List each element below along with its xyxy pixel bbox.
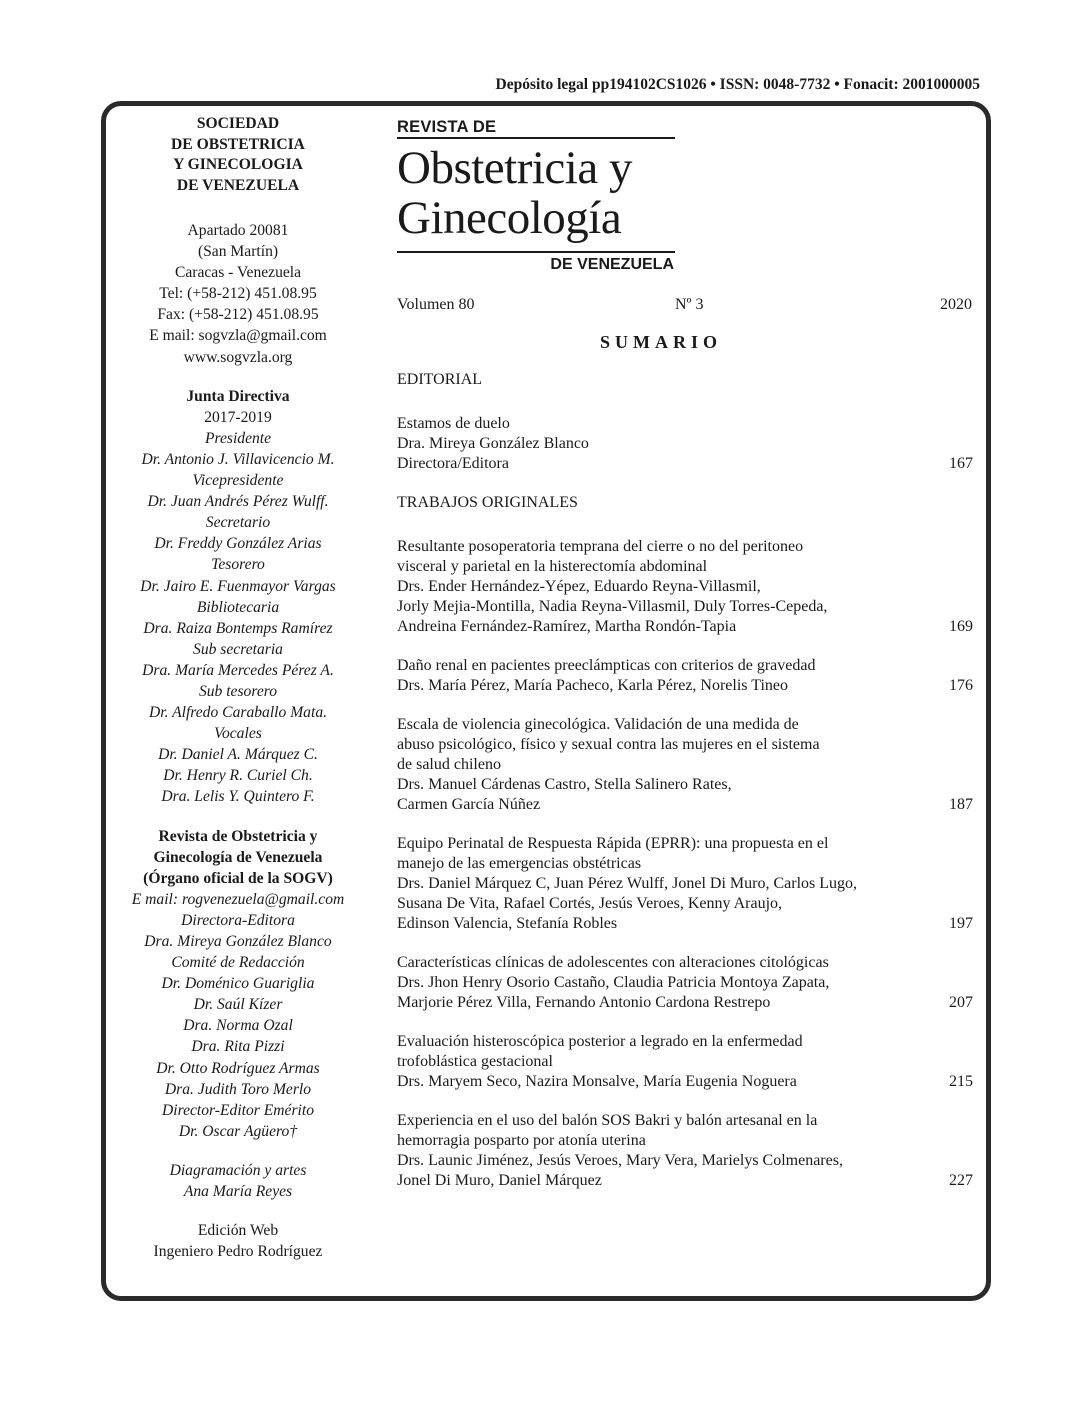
role-label: Presidente xyxy=(204,429,272,447)
journal-title-line: Ginecología de Venezuela xyxy=(153,848,323,866)
entry-page-number: 176 xyxy=(949,677,973,694)
masthead-title xyxy=(397,143,677,243)
entry-line: Drs. Maryem Seco, Nazira Monsalve, María Eugenia Noguera xyxy=(397,1073,797,1090)
vocal-name: Dr. Daniel A. Márquez C. xyxy=(158,746,318,764)
role-label: Bibliotecaria xyxy=(196,598,280,616)
toc-entry[interactable] xyxy=(397,953,973,1013)
society-name-line: Y GINECOLOGIA xyxy=(173,156,303,173)
comite-member: Dr. Otto Rodríguez Armas xyxy=(156,1059,320,1077)
entry-line: Drs. María Pérez, María Pacheco, Karla Pérez, Norelis Tineo xyxy=(397,677,788,694)
entry-line: Andreina Fernández-Ramírez, Martha Rondón-Tapia xyxy=(397,618,737,635)
junta-period: 2017-2019 xyxy=(204,408,272,426)
entry-line: Directora/Editora xyxy=(397,455,509,472)
entry-page-number: 167 xyxy=(949,455,973,472)
entry-page-number: 197 xyxy=(949,915,973,932)
masthead-rule-bottom xyxy=(397,251,675,253)
masthead-rule-top xyxy=(397,137,675,139)
masthead-de-venezuela: DE VENEZUELA xyxy=(550,256,674,273)
role-name: Dra. Raiza Bontemps Ramírez xyxy=(143,619,333,637)
phone-line: Tel: (+58-212) 451.08.95 xyxy=(159,285,317,303)
role-label: Secretario xyxy=(205,514,271,532)
entry-page-number: 169 xyxy=(949,618,973,635)
fax-line: Fax: (+58-212) 451.08.95 xyxy=(157,306,319,324)
role-label: Sub tesorero xyxy=(198,682,278,700)
entry-line: Drs. Daniel Márquez C, Juan Pérez Wulff, Jonel Di Muro, Carlos Lugo, xyxy=(397,875,858,892)
role-label: Tesorero xyxy=(211,556,265,574)
role-name: Dra. María Mercedes Pérez A. xyxy=(142,661,334,679)
diagramacion-label: Diagramación y artes xyxy=(169,1161,307,1179)
comite-member: Dra. Norma Ozal xyxy=(183,1017,293,1035)
comite-member: Dra. Judith Toro Merlo xyxy=(164,1080,312,1098)
entry-line: Drs. Launic Jiménez, Jesús Veroes, Mary Vera, Marielys Colmenares, xyxy=(397,1152,843,1169)
journal-title-line: Revista de Obstetricia y xyxy=(158,827,318,845)
table-of-contents xyxy=(397,370,973,1210)
volume: Volumen 80 xyxy=(397,296,475,313)
emerito-label: Director-Editor Emérito xyxy=(162,1101,314,1119)
role-name: Dr. Freddy González Arias xyxy=(154,535,322,553)
journal-title-line: (Órgano oficial de la SOGV) xyxy=(143,869,333,887)
society-address xyxy=(118,220,358,368)
entry-page-number: 187 xyxy=(949,796,973,813)
role-name: Dr. Jairo E. Fuenmayor Vargas xyxy=(140,577,336,595)
website-link[interactable]: www.sogvzla.org xyxy=(183,348,293,366)
role-label: Vicepresidente xyxy=(192,472,284,490)
masthead-title-line: Obstetricia y xyxy=(397,142,632,194)
entry-line: Daño renal en pacientes preeclámpticas con criterios de gravedad xyxy=(397,657,816,674)
email-link[interactable]: E mail: sogvzla@gmail.com xyxy=(149,327,327,345)
entry-line: Experiencia en el uso del balón SOS Bakri y balón artesanal en la xyxy=(397,1112,818,1129)
journal-email-link[interactable]: E mail: rogvenezuela@gmail.com xyxy=(131,890,345,908)
junta-directiva xyxy=(118,386,358,808)
entry-page-number: 215 xyxy=(949,1073,973,1090)
toc-entry[interactable] xyxy=(397,715,973,815)
entry-line: Jorly Mejia-Montilla, Nadia Reyna-Villasmil, Duly Torres-Cepeda, xyxy=(397,598,828,615)
role-name: Dr. Antonio J. Villavicencio M. xyxy=(141,450,335,468)
entry-line: Marjorie Pérez Villa, Fernando Antonio Cardona Restrepo xyxy=(397,994,771,1011)
legal-deposit-line: Depósito legal pp194102CS1026 • ISSN: 0048-7732 • Fonacit: 2001000005 xyxy=(495,76,980,93)
comite-label: Comité de Redacción xyxy=(171,954,305,972)
entry-line: Evaluación histeroscópica posterior a legrado en la enfermedad xyxy=(397,1033,803,1050)
society-name-line: DE OBSTETRICIA xyxy=(171,135,305,153)
entry-line: Características clínicas de adolescentes con alteraciones citológicas xyxy=(397,954,829,971)
entry-page-number: 207 xyxy=(949,994,973,1011)
comite-member: Dr. Doménico Guariglia xyxy=(161,975,315,993)
entry-line: Carmen García Núñez xyxy=(397,796,541,813)
entry-line: de salud chileno xyxy=(397,756,501,773)
entry-line: Susana De Vita, Rafael Cortés, Jesús Veroes, Kenny Araujo, xyxy=(397,895,783,912)
directora-name: Dra. Mireya González Blanco xyxy=(144,933,332,950)
address-line: Apartado 20081 xyxy=(187,222,289,239)
entry-line: trofoblástica gestacional xyxy=(397,1053,553,1070)
role-name: Dr. Juan Andrés Pérez Wulff. xyxy=(147,493,329,511)
issue-number: Nº 3 xyxy=(675,296,704,313)
role-name: Dr. Alfredo Caraballo Mata. xyxy=(148,704,328,722)
diagramacion-name: Ana María Reyes xyxy=(183,1183,293,1201)
entry-line: hemorragia posparto por atonía uterina xyxy=(397,1132,646,1149)
vocales-label: Vocales xyxy=(214,725,262,743)
vocal-name: Dra. Lelis Y. Quintero F. xyxy=(161,788,315,806)
entry-line: Drs. Jhon Henry Osorio Castaño, Claudia Patricia Montoya Zapata, xyxy=(397,974,830,991)
journal-info xyxy=(118,826,358,1263)
society-name xyxy=(118,114,358,196)
toc-entry[interactable] xyxy=(397,537,973,637)
comite-member: Dr. Saúl Kízer xyxy=(193,996,283,1014)
masthead xyxy=(397,118,677,274)
entry-page-number: 227 xyxy=(949,1172,973,1189)
left-column xyxy=(118,114,358,1262)
masthead-title-line: Ginecología xyxy=(397,192,622,244)
address-line: Caracas - Venezuela xyxy=(174,264,302,282)
toc-entry[interactable] xyxy=(397,1032,973,1092)
directora-label: Directora-Editora xyxy=(181,911,295,929)
toc-section-heading: EDITORIAL xyxy=(397,371,483,388)
comite-member: Dra. Rita Pizzi xyxy=(191,1038,285,1056)
emerito-name: Dr. Oscar Agüero† xyxy=(178,1122,298,1140)
junta-title: Junta Directiva xyxy=(186,387,290,405)
toc-entry[interactable] xyxy=(397,414,973,474)
issue-line xyxy=(397,296,972,316)
entry-line: Drs. Manuel Cárdenas Castro, Stella Salinero Rates, xyxy=(397,776,732,793)
entry-line: Estamos de duelo xyxy=(397,415,510,432)
entry-line: Jonel Di Muro, Daniel Márquez xyxy=(397,1172,602,1189)
entry-line: abuso psicológico, físico y sexual contra las mujeres en el sistema xyxy=(397,736,820,753)
toc-entry[interactable] xyxy=(397,656,973,696)
toc-entry[interactable] xyxy=(397,834,973,934)
issue-year: 2020 xyxy=(940,296,972,313)
address-line: (San Martín) xyxy=(197,243,279,261)
society-name-line: DE VENEZUELA xyxy=(176,176,300,194)
entry-line: Resultante posoperatoria temprana del cierre o no del peritoneo xyxy=(397,538,804,555)
web-name: Ingeniero Pedro Rodríguez xyxy=(153,1243,323,1261)
toc-section-heading: TRABAJOS ORIGINALES xyxy=(397,494,578,511)
entry-line: manejo de las emergencias obstétricas xyxy=(397,855,642,872)
entry-line: visceral y parietal en la histerectomía abdominal xyxy=(397,558,708,575)
entry-line: Dra. Mireya González Blanco xyxy=(397,435,589,452)
entry-line: Drs. Ender Hernández-Yépez, Eduardo Reyna-Villasmil, xyxy=(397,578,761,595)
masthead-revista-de: REVISTA DE xyxy=(397,118,497,136)
web-label: Edición Web xyxy=(197,1222,279,1240)
entry-line: Edinson Valencia, Stefanía Robles xyxy=(397,915,618,932)
sumario-heading: SUMARIO xyxy=(600,332,723,352)
vocal-name: Dr. Henry R. Curiel Ch. xyxy=(163,767,313,785)
society-name-line: SOCIEDAD xyxy=(196,115,280,132)
toc-entry[interactable] xyxy=(397,1111,973,1191)
entry-line: Escala de violencia ginecológica. Validación de una medida de xyxy=(397,716,799,733)
entry-line: Equipo Perinatal de Respuesta Rápida (EPRR): una propuesta en el xyxy=(397,835,829,852)
role-label: Sub secretaria xyxy=(193,640,283,658)
